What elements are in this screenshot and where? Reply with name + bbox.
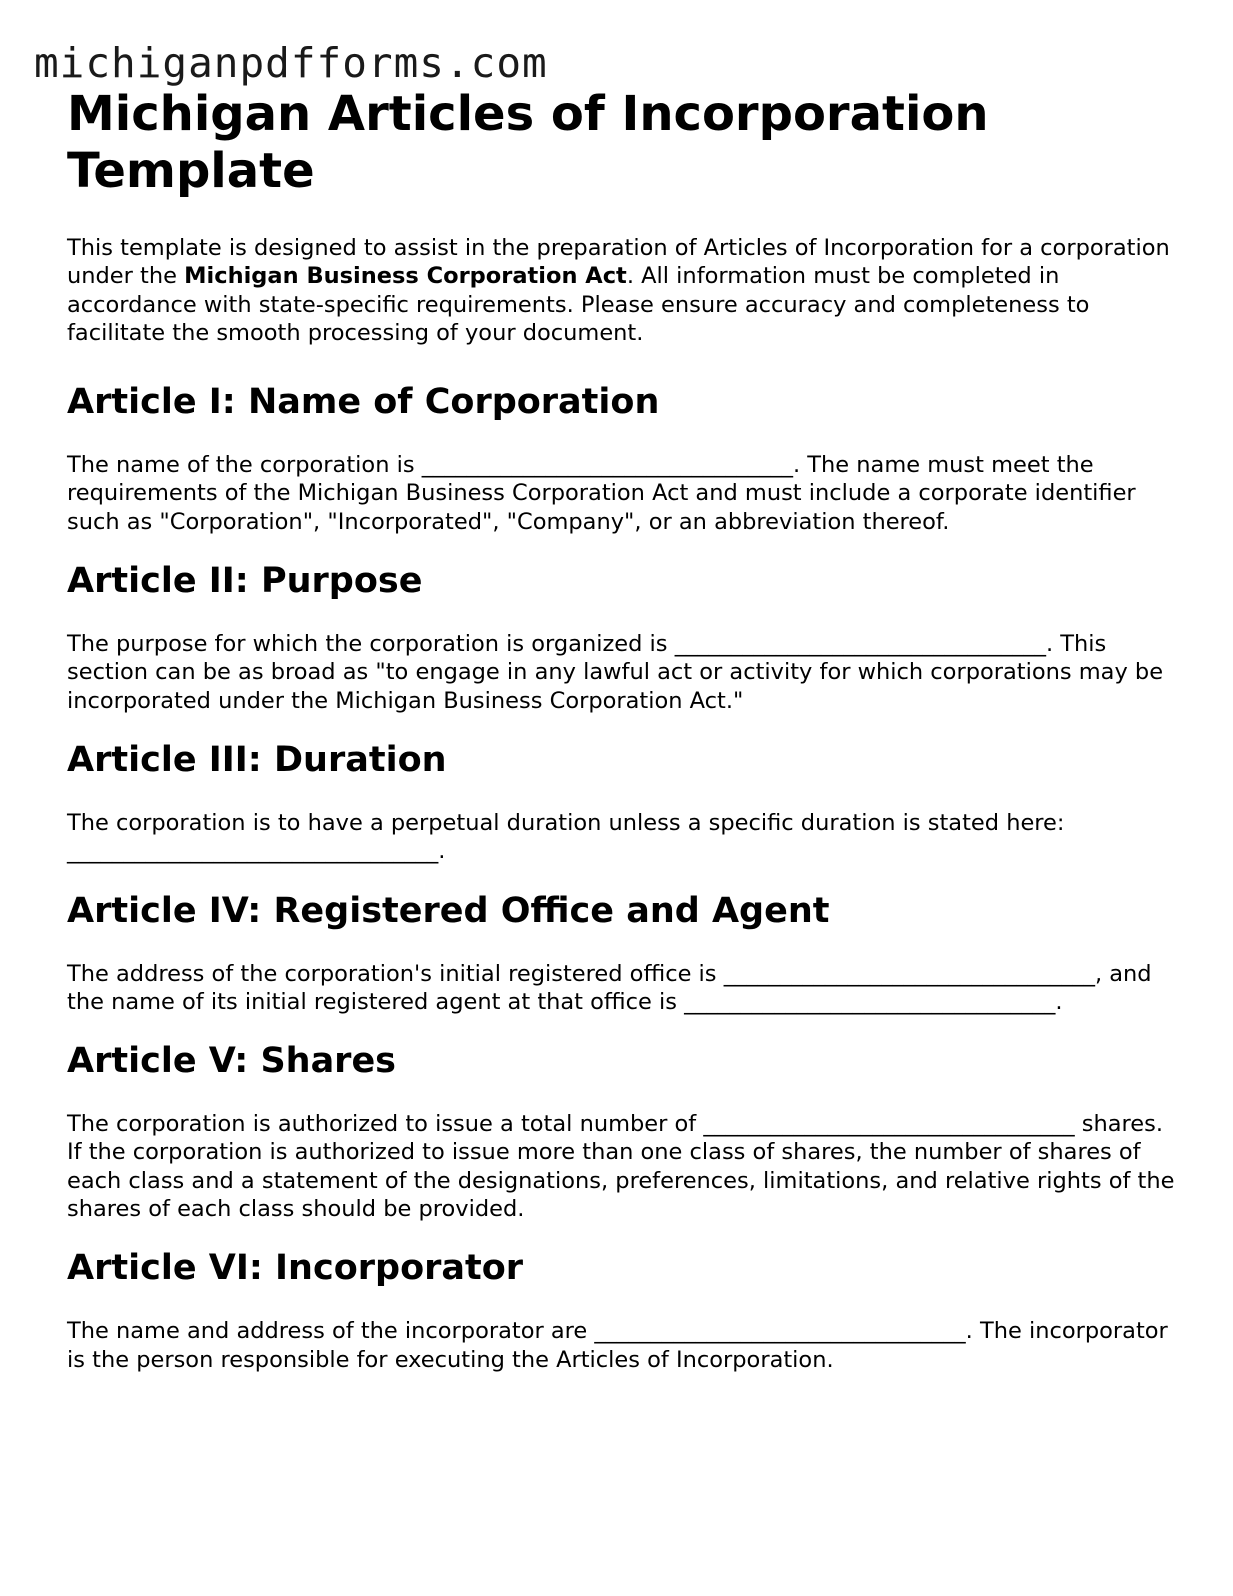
article-2-text [67,630,1177,715]
intro-paragraph [67,234,1177,347]
article-2-heading: Article II: Purpose [67,561,423,602]
article-2-text-part: . This section can be as broad as "to engage in any lawful act or activity for which corporations may be incorporated under the Michigan Business Corporation Act." [67,631,1164,714]
article-3-text [67,809,1177,866]
corporation-name-blank[interactable]: _________________________________ [421,452,793,479]
article-2-section [67,560,1177,715]
article-4-text-part: . [1055,988,1063,1015]
article-6-section [67,1247,1177,1374]
article-1-section [67,381,1177,536]
registered-office-blank[interactable]: _________________________________ [723,960,1095,987]
article-6-text [67,1317,1177,1374]
article-5-text [67,1110,1177,1223]
intro-text-after: . All information must be completed in accordance with state-specific requirements. Please ensure accuracy and completeness to facilitate the smooth processing of your document. [67,263,1090,346]
intro-act-name: Michigan Business Corporation Act [184,263,627,290]
article-4-text [67,960,1177,1017]
article-3-text-part: . [438,838,446,865]
article-6-heading: Article VI: Incorporator [67,1248,524,1289]
article-1-text-part: The name of the corporation is [67,452,422,479]
intro-text-before: This template is designed to assist in the preparation of Articles of Incorporation for a corporation under the [67,235,1170,290]
article-3-section [67,739,1177,866]
article-2-text-part: The purpose for which the corporation is organized is [67,631,675,658]
document-title: Michigan Articles of Incorporation Template [67,86,989,199]
article-5-text-part: shares. If the corporation is authorized to issue more than one class of shares, the number of shares of each class and a statement of the designations, preferences, limitations, and relative rights of the shares of each class should be provided. [67,1111,1175,1223]
duration-blank[interactable]: _________________________________ [67,838,439,865]
article-5-section [67,1040,1177,1223]
registered-agent-blank[interactable]: _________________________________ [684,988,1056,1015]
article-4-section [67,890,1177,1017]
purpose-blank[interactable]: _________________________________ [674,631,1046,658]
article-4-heading: Article IV: Registered Office and Agent [67,890,830,931]
shares-blank[interactable]: _________________________________ [703,1111,1075,1138]
article-6-text-part: The name and address of the incorporator are [67,1318,595,1345]
article-1-heading: Article I: Name of Corporation [67,382,660,423]
article-5-heading: Article V: Shares [67,1041,397,1082]
document-body [67,86,1177,1398]
article-3-heading: Article III: Duration [67,739,447,780]
article-4-text-part: , and the name of its initial registered agent at that office is [67,960,1152,1015]
article-4-text-part: The address of the corporation's initial registered office is [67,960,724,987]
article-6-text-part: . The incorporator is the person responsible for executing the Articles of Incorporation. [67,1318,1168,1373]
article-1-text-part: . The name must meet the requirements of the Michigan Business Corporation Act and must include a corporate identifier such as "Corporation", "Incorporated", "Company", or an abbreviation thereof. [67,452,1136,535]
article-1-text [67,451,1177,536]
site-watermark: michiganpdfforms.com [34,39,548,87]
article-3-text-part: The corporation is to have a perpetual duration unless a specific duration is stated here: [67,809,1065,836]
article-5-text-part: The corporation is authorized to issue a total number of [67,1111,704,1138]
incorporator-blank[interactable]: _________________________________ [594,1318,966,1345]
